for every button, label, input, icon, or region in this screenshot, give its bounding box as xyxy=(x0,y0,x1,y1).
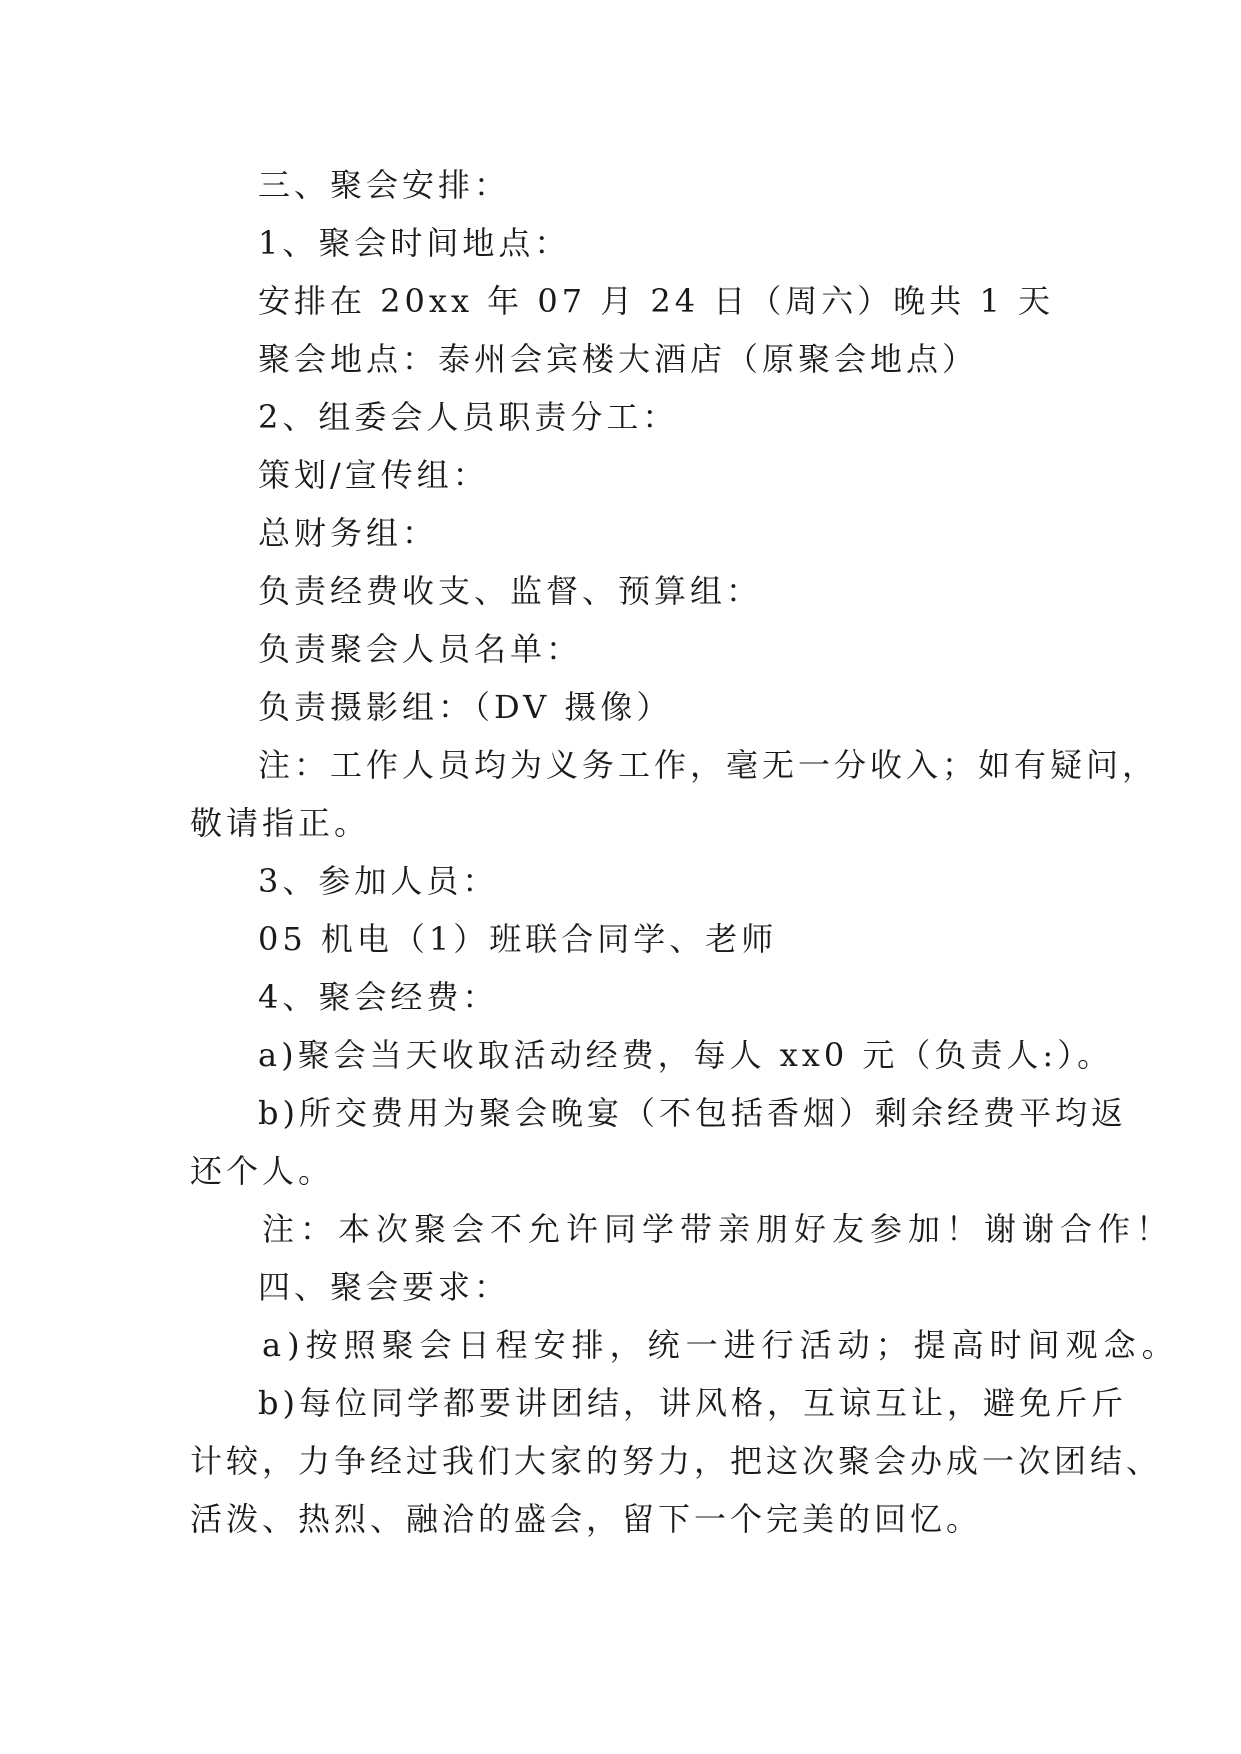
paragraph-line: b)每位同学都要讲团结，讲风格，互谅互让，避免斤斤 xyxy=(258,1384,1127,1422)
note-line-continued: 敬请指正。 xyxy=(190,804,371,842)
paragraph-line: 负责摄影组：（DV 摄像） xyxy=(258,688,673,726)
paragraph-line: 05 机电（1）班联合同学、老师 xyxy=(258,920,778,958)
paragraph-line: 总财务组： xyxy=(258,514,439,552)
paragraph-line: 聚会地点：泰州会宾楼大酒店（原聚会地点） xyxy=(258,340,979,378)
paragraph-line-continued: 还个人。 xyxy=(190,1152,335,1190)
paragraph-line-continued: 计较，力争经过我们大家的努力，把这次聚会办成一次团结、 xyxy=(190,1442,1163,1480)
paragraph-line-continued: 活泼、热烈、融洽的盛会，留下一个完美的回忆。 xyxy=(190,1500,983,1538)
paragraph-line: 安排在 20xx 年 07 月 24 日（周六）晚共 1 天 xyxy=(258,282,1054,320)
paragraph-line: 策划/宣传组： xyxy=(258,456,489,494)
subsection-heading: 4、聚会经费： xyxy=(258,978,499,1016)
subsection-heading: 3、参加人员： xyxy=(258,862,499,900)
paragraph-line: 负责经费收支、监督、预算组： xyxy=(258,572,763,610)
subsection-heading: 2、组委会人员职责分工： xyxy=(258,398,679,436)
section-heading: 四、聚会要求： xyxy=(258,1268,511,1306)
note-line: 注：本次聚会不允许同学带亲朋好友参加！谢谢合作！ xyxy=(262,1210,1175,1248)
note-line: 注：工作人员均为义务工作，毫无一分收入；如有疑问， xyxy=(258,746,1159,784)
paragraph-line: 负责聚会人员名单： xyxy=(258,630,583,668)
paragraph-line: a)聚会当天收取活动经费，每人 xx0 元（负责人:）。 xyxy=(258,1036,1114,1074)
paragraph-line: b)所交费用为聚会晚宴（不包括香烟）剩余经费平均返 xyxy=(258,1094,1127,1132)
section-heading: 三、聚会安排： xyxy=(258,166,511,204)
subsection-heading: 1、聚会时间地点： xyxy=(258,224,571,262)
paragraph-line: a)按照聚会日程安排，统一进行活动；提高时间观念。 xyxy=(262,1326,1180,1364)
